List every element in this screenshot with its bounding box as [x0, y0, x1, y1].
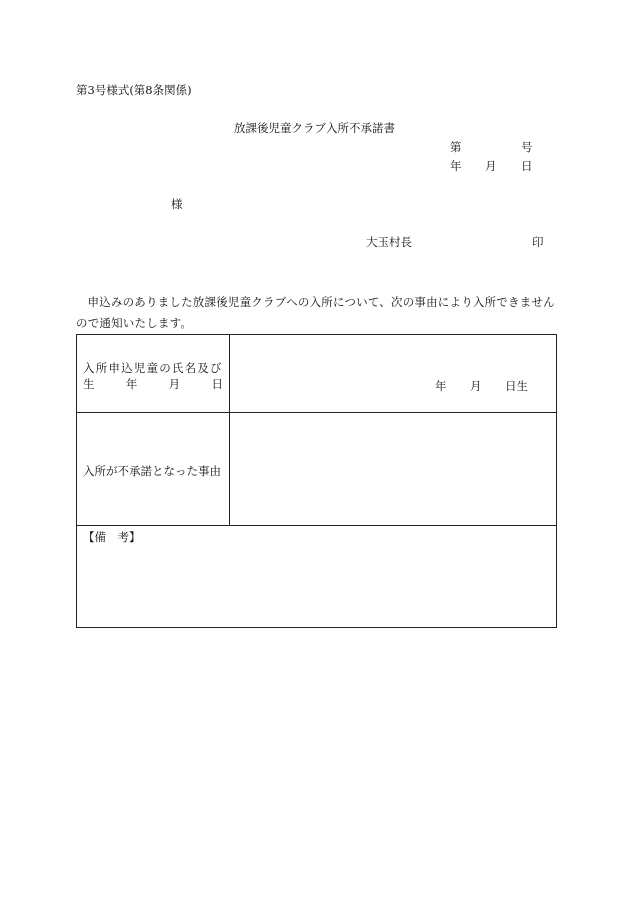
notice-body-text: 申込みのありました放課後児童クラブへの入所について、次の事由により入所できませんので通知いたします。	[76, 295, 555, 330]
dob-month-label: 月	[470, 379, 482, 393]
day-char: 日	[211, 377, 223, 391]
month-char: 月	[168, 377, 181, 391]
document-title: 放課後児童クラブ入所不承諾書	[234, 121, 395, 135]
addressee-honorific: 様	[171, 197, 183, 211]
child-name-label-line2	[83, 376, 223, 392]
remarks-label: 【備 考】	[83, 530, 141, 544]
remarks-row	[77, 525, 556, 627]
child-name-label-line1: 入所申込児童の氏名及び	[83, 361, 223, 375]
birth-char: 生	[83, 377, 95, 391]
document-number-suffix: 号	[521, 140, 533, 154]
form-number: 第3号様式(第8条関係)	[76, 83, 192, 97]
child-name-label-cell	[77, 335, 230, 412]
issue-date-day: 日	[521, 159, 533, 173]
issue-date-year: 年	[450, 159, 462, 173]
sender-name: 大玉村長	[366, 235, 412, 249]
dob-birth-label: 日生	[505, 379, 528, 393]
seal-mark: 印	[532, 235, 544, 249]
refusal-reason-row	[77, 412, 556, 526]
dob-year-label: 年	[435, 379, 447, 393]
document-number-prefix: 第	[450, 140, 462, 154]
form-table	[76, 334, 557, 628]
refusal-reason-label-cell	[77, 412, 230, 525]
issue-date-month: 月	[485, 159, 497, 173]
refusal-reason-label: 入所が不承諾となった事由	[83, 464, 221, 478]
child-name-row	[77, 335, 556, 413]
year-char: 年	[125, 377, 138, 391]
